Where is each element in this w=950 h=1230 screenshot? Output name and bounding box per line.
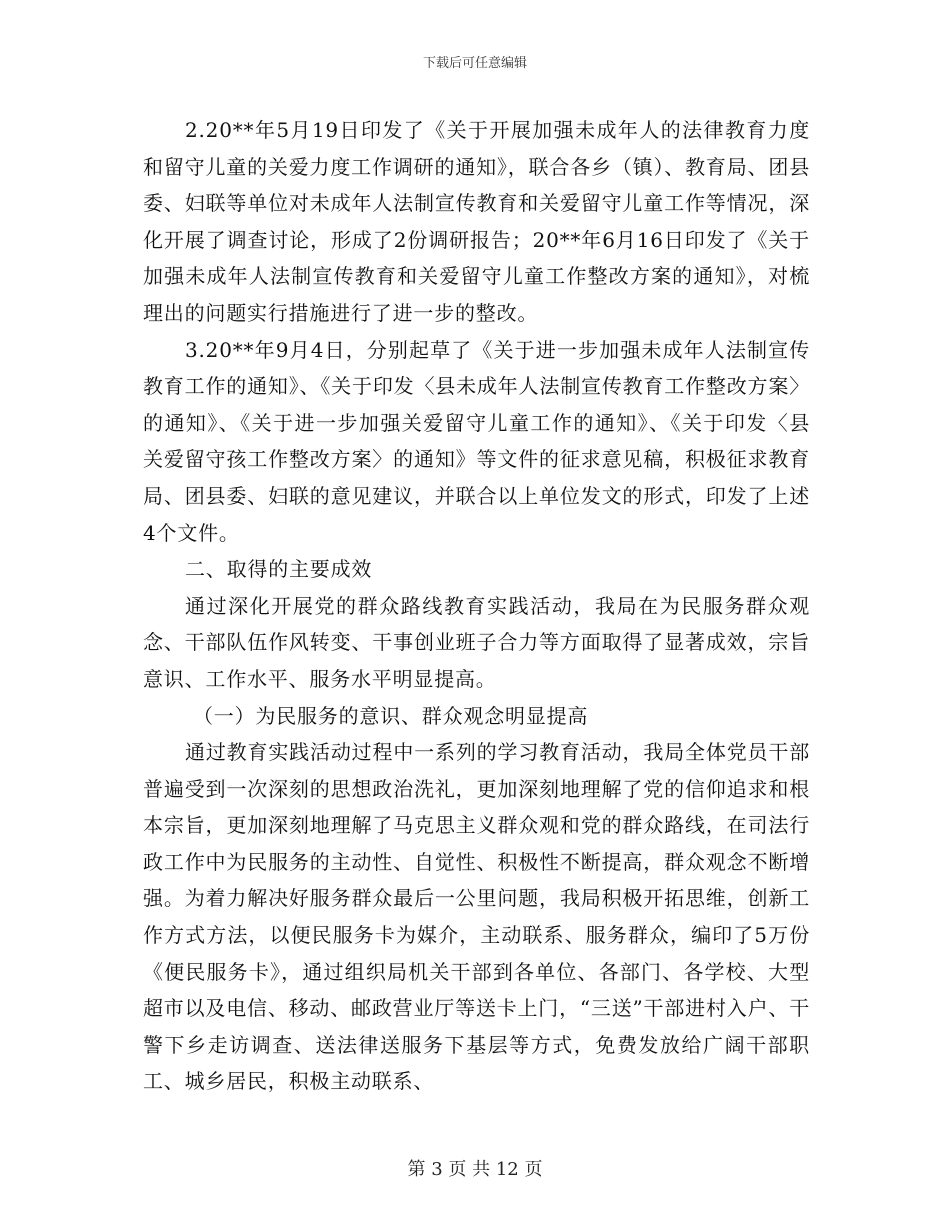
page-header-note: 下载后可任意编辑: [422, 56, 527, 71]
paragraph-service-awareness: 通过教育实践活动过程中一系列的学习教育活动，我局全体党员干部普遍受到一次深刻的思想政治洗礼，更加深刻地理解了党的信仰追求和根本宗旨，更加深刻地理解了马克思主义群众观和党的群众路线，在司法行政工作中为民服务的主动性、自觉性、积极性不断提高，群众观念不断增强。为着力解决好服务群众最后一公里问题，我局积极开拓思维，创新工作方式方法，以便民服务卡为媒介，主动联系、服务群众，编印了5万份《便民服务卡》，通过组织局机关干部到各单位、各部门、各学校、大型超市以及电信、移动、邮政营业厅等送卡上门，“三送”干部进村入户、干警下乡走访调查、送法律送服务下基层等方式，免费发放给广阔干部职工、城乡居民，积极主动联系、: [143, 740, 810, 1094]
paragraph-achievements-intro: 通过深化开展党的群众路线教育实践活动，我局在为民服务群众观念、干部队伍作风转变、干事创业班子合力等方面取得了显著成效，宗旨意识、工作水平、服务水平明显提高。: [143, 593, 810, 691]
page-number-footer: 第 3 页 共 12 页: [407, 1159, 543, 1180]
subsection-heading-service-awareness: （一）为民服务的意识、群众观念明显提高: [193, 703, 589, 728]
paragraph-item-2: 2.20**年5月19日印发了《关于开展加强未成年人的法律教育力度和留守儿童的关爱力度工作调研的通知》，联合各乡（镇）、教育局、团县委、妇联等单位对未成年人法制宣传教育和关爱留守儿童工作等情况，深化开展了调查讨论，形成了2份调研报告；20**年6月16日印发了《关于加强未成年人法制宣传教育和关爱留守儿童工作整改方案的通知》，对梳理出的问题实行措施进行了进一步的整改。: [143, 118, 810, 325]
paragraph-item-3: 3.20**年9月4日，分别起草了《关于进一步加强未成年人法制宣传教育工作的通知》、《关于印发〈县未成年人法制宣传教育工作整改方案〉的通知》、《关于进一步加强关爱留守儿童工作的通知》、《关于印发〈县关爱留守孩工作整改方案〉的通知》等文件的征求意见稿，积极征求教育局、团县委、妇联的意见建议，并联合以上单位发文的形式，印发了上述4个文件。: [143, 337, 810, 545]
document-body: [143, 112, 810, 1100]
section-heading-achievements: 二、取得的主要成效: [185, 557, 373, 582]
